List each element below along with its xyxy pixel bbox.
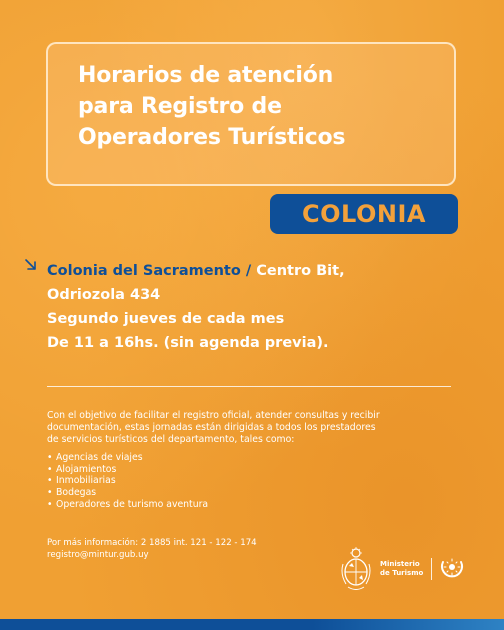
place-name: Colonia del Sacramento xyxy=(47,263,241,279)
place-separator: / xyxy=(240,263,257,279)
title-line-3: Operadores Turísticos xyxy=(78,125,346,150)
divider xyxy=(47,386,451,387)
description-line-1: Con el objetivo de facilitar el registro oficial, atender consultas y recibir xyxy=(47,410,380,421)
list-item: • Inmobiliarias xyxy=(47,475,116,487)
logo-separator xyxy=(431,558,432,580)
list-item: • Alojamientos xyxy=(47,463,117,475)
ministry-logo xyxy=(340,546,470,594)
services-list xyxy=(47,452,208,511)
address: Odriozola 434 xyxy=(47,287,161,303)
venue-name: Centro Bit, xyxy=(256,263,345,279)
schedule-day: Segundo jueves de cada mes xyxy=(47,311,285,327)
page-title xyxy=(78,60,418,153)
list-item: • Bodegas xyxy=(47,487,97,499)
location-info xyxy=(47,259,467,355)
description xyxy=(47,410,467,446)
coat-of-arms-icon xyxy=(340,546,372,592)
description-line-3: de servicios turísticos del departamento, tales como: xyxy=(47,434,295,445)
bottom-bar xyxy=(0,619,504,630)
schedule-time: De 11 a 16hs. (sin agenda previa). xyxy=(47,335,329,351)
phone-line: Por más información: 2 1885 int. 121 - 122 - 174 xyxy=(47,538,257,548)
list-item: • Agencias de viajes xyxy=(47,452,143,463)
ministry-name: Ministerio de Turismo xyxy=(380,560,424,577)
location-line-1 xyxy=(47,259,467,283)
sun-logo-icon xyxy=(439,556,465,582)
title-line-2: para Registro de xyxy=(78,94,282,119)
description-line-2: documentación, estas jornadas están dirigidas a todos los prestadores xyxy=(47,422,376,433)
contact-info xyxy=(47,538,257,561)
region-badge: COLONIA xyxy=(270,194,458,234)
title-line-1: Horarios de atención xyxy=(78,63,334,88)
arrow-down-right-icon xyxy=(24,258,38,272)
list-item: • Operadores de turismo aventura xyxy=(47,498,209,510)
email-link[interactable]: registro@mintur.gub.uy xyxy=(47,549,149,560)
